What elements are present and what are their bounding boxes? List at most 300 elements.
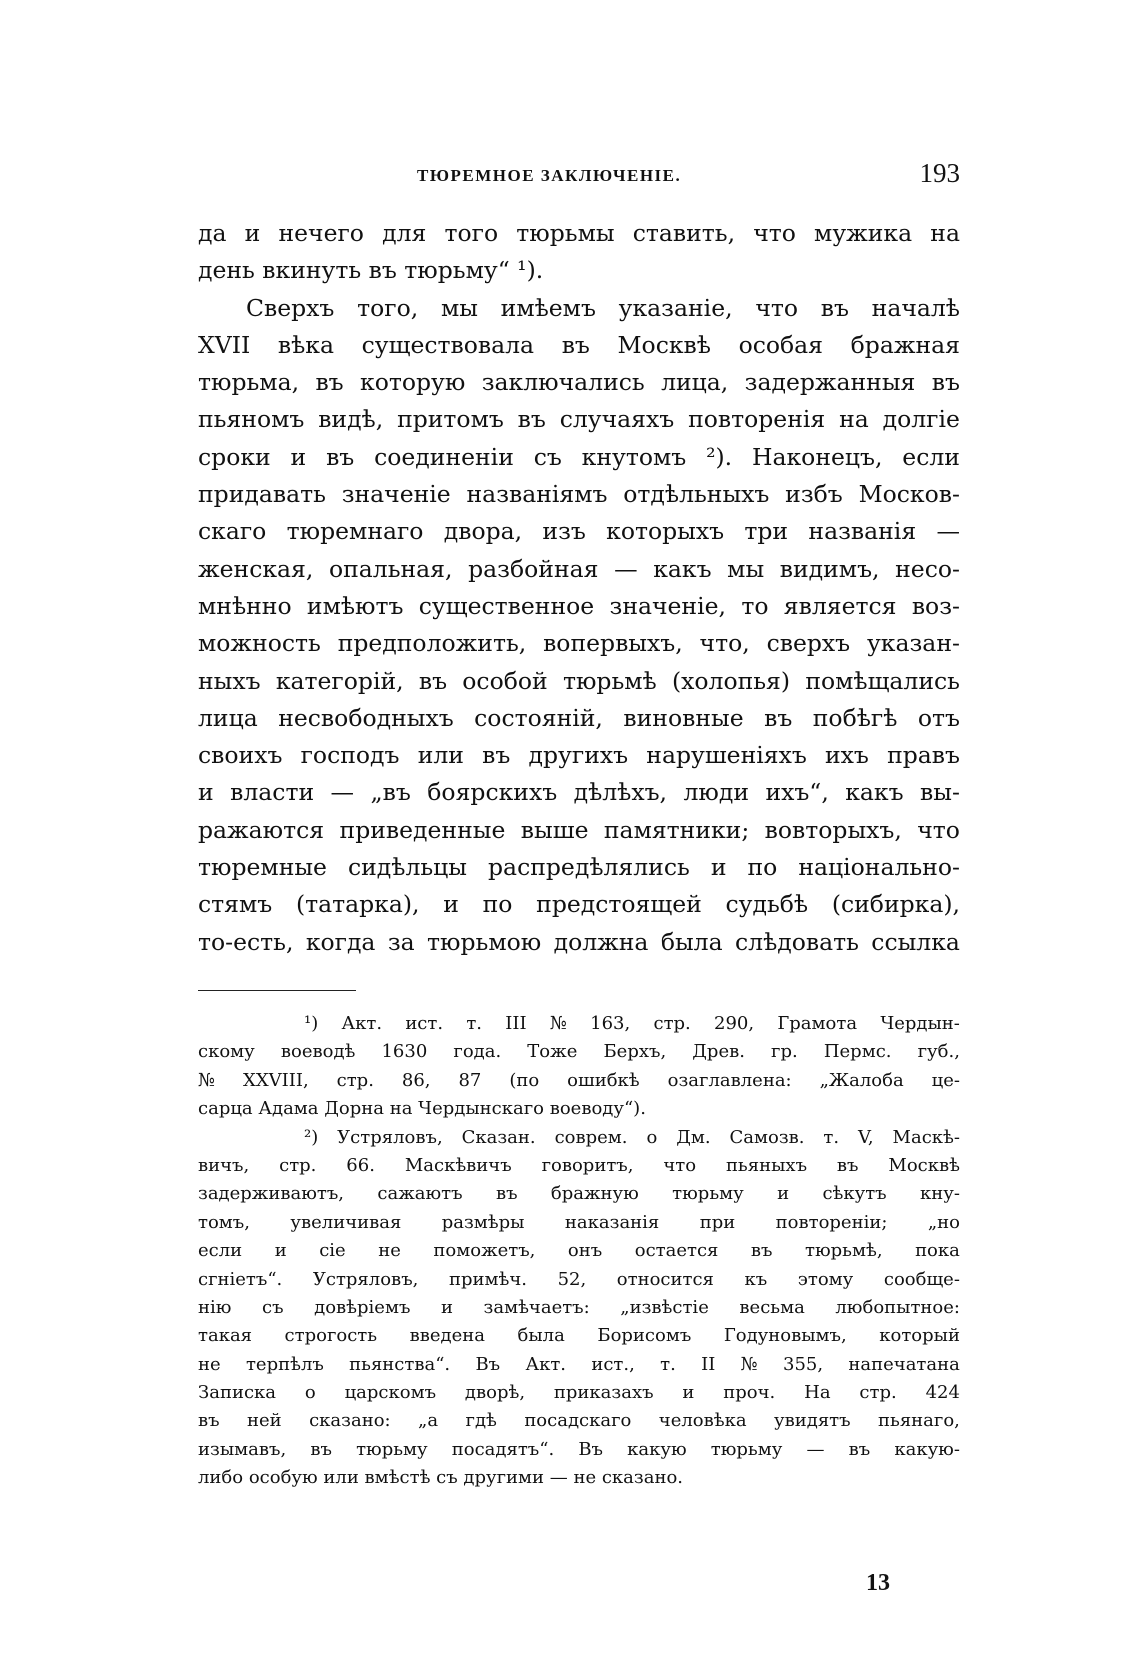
word: изымавъ, (198, 1438, 287, 1460)
word: тюрьмою (427, 927, 542, 956)
word: распредѣлялись (488, 853, 690, 882)
word: названія (808, 517, 917, 546)
word: ошибкѣ (567, 1069, 640, 1091)
word: сообще- (883, 1268, 960, 1290)
word: и (244, 219, 261, 247)
word: видѣ, (318, 405, 384, 434)
word: такая (198, 1325, 253, 1347)
word: на (930, 219, 960, 247)
word: которую (360, 368, 466, 397)
word: относится (616, 1268, 714, 1290)
word: о (646, 1126, 658, 1148)
word: отъ (917, 703, 960, 732)
running-title: ТЮРЕМНОЕ ЗАКЛЮЧЕНІЕ. (417, 166, 682, 185)
word: ¹) (304, 1013, 319, 1034)
word: ²). (706, 442, 733, 471)
word: на (839, 405, 869, 434)
word: вѣка (277, 330, 334, 359)
word: томъ, (198, 1211, 250, 1233)
text-line (198, 364, 960, 401)
word: люди (683, 778, 749, 807)
word: вичъ, (198, 1154, 250, 1176)
word: тюремные (198, 853, 327, 882)
text-line (198, 700, 960, 737)
word: должна (553, 927, 649, 956)
word: въ (836, 1154, 859, 1176)
word: гр. (771, 1041, 798, 1063)
word: III (505, 1013, 527, 1034)
footnote-line (198, 1294, 960, 1322)
word: нечего (278, 219, 364, 247)
footnote-line: сарца Адама Дорна на Чердынскаго воеводу“). (198, 1098, 646, 1120)
word: если (902, 442, 960, 471)
word: ныхъ (198, 666, 261, 695)
word: воеводѣ (280, 1041, 356, 1063)
word: Тоже (527, 1041, 578, 1063)
word: XXVIII, (243, 1069, 309, 1091)
word: Акт. (525, 1353, 567, 1375)
footnote-line (198, 1322, 960, 1350)
word: 66. (346, 1154, 375, 1176)
word: правъ (887, 741, 960, 770)
word: т. (823, 1126, 840, 1148)
word: избъ (785, 480, 843, 509)
word: помѣщались (805, 666, 960, 695)
word: довѣріемъ (314, 1296, 411, 1318)
word: и (274, 1240, 287, 1262)
word: что (917, 815, 960, 844)
word: стр. (279, 1154, 317, 1176)
word: и (440, 1296, 453, 1318)
footnote-line (198, 1266, 960, 1294)
word: разбойная (468, 554, 599, 583)
word: человѣка (658, 1410, 747, 1432)
footnotes (198, 1010, 960, 1493)
word: Наконецъ, (751, 442, 883, 471)
word: въ (326, 442, 355, 471)
word: въ (418, 666, 448, 695)
word: существовала (361, 330, 535, 359)
word: слѣдовать (734, 927, 859, 956)
word: ²) (304, 1126, 319, 1148)
word: значеніе, (609, 591, 726, 620)
word: и (710, 853, 727, 882)
word: „а (418, 1410, 439, 1432)
word: 163, (590, 1013, 631, 1034)
text-line (198, 476, 960, 513)
word: въ (495, 1183, 518, 1205)
word: скаго (198, 517, 267, 546)
word: посадятъ“. (451, 1438, 555, 1460)
word: сѣкутъ (822, 1183, 887, 1205)
word: Маскѣвичъ (404, 1154, 512, 1176)
word: этому (797, 1268, 854, 1290)
word: задерживаютъ, (198, 1183, 345, 1205)
word: „въ (370, 778, 411, 807)
word: увеличивая (290, 1211, 402, 1233)
word: (по (509, 1069, 540, 1091)
word: дѣлѣхъ, (573, 778, 668, 807)
footnote-line (198, 1436, 960, 1464)
word: если (198, 1240, 243, 1262)
word: указан- (866, 629, 960, 658)
word: имѣемъ (500, 293, 596, 322)
word: названіямъ (466, 480, 608, 509)
word: кну- (919, 1183, 960, 1205)
word: особой (462, 666, 548, 695)
word: Устряловъ, (337, 1126, 443, 1148)
footnote-line (198, 1237, 960, 1265)
word: пьяныхъ (725, 1154, 808, 1176)
footnote-line (198, 1351, 960, 1379)
word: (татарка), (295, 890, 420, 919)
word: мнѣнно (198, 591, 292, 620)
word: Грамота (777, 1013, 858, 1034)
word: въ (848, 1438, 871, 1460)
word: пьянства“. (349, 1353, 451, 1375)
text-line (198, 588, 960, 625)
word: притомъ (397, 405, 504, 434)
word: ист. (405, 1013, 444, 1034)
word: ней (247, 1410, 282, 1432)
word: царскомъ (344, 1382, 437, 1404)
word: тюремнаго (286, 517, 424, 546)
word: любопытное: (835, 1296, 960, 1318)
word: по (747, 853, 778, 882)
word: была (517, 1325, 565, 1347)
word: лица (198, 703, 258, 732)
word: виновные (623, 703, 744, 732)
word: II (701, 1353, 716, 1375)
word: онъ (567, 1240, 603, 1262)
word: въ (517, 405, 546, 434)
word: стямъ (198, 890, 273, 919)
word: въ (482, 741, 511, 770)
text-line (198, 625, 960, 662)
word: какъ (653, 554, 712, 583)
word: и (682, 1382, 695, 1404)
word: соединеніи (374, 442, 514, 471)
footnote-line (198, 1180, 960, 1208)
word: тюрьма, (198, 368, 300, 397)
word: ихъ“, (765, 778, 829, 807)
word: „но (927, 1211, 960, 1233)
word: сверхъ (766, 629, 851, 658)
word: Москов- (858, 480, 960, 509)
word: сроки (198, 442, 271, 471)
word: нію (198, 1296, 232, 1318)
word: № (549, 1013, 567, 1034)
word: ист., (591, 1353, 635, 1375)
word: вопервыхъ, (543, 629, 683, 658)
text-line (198, 812, 960, 849)
word: тюрьму (672, 1183, 744, 1205)
footnote-line (198, 1010, 960, 1038)
word: нарушеніяхъ (646, 741, 807, 770)
word: особая (738, 330, 824, 359)
word: въ (561, 330, 590, 359)
word: замѣчаетъ: (483, 1296, 590, 1318)
word: напечатана (848, 1353, 960, 1375)
word: — (330, 778, 355, 807)
word: когда (305, 927, 376, 956)
word: сидѣльцы (347, 853, 467, 882)
word: за (387, 927, 415, 956)
word: посадскаго (524, 1410, 632, 1432)
word: своихъ (198, 741, 283, 770)
footnote-separator (198, 990, 356, 991)
word: губ., (917, 1041, 960, 1063)
text-line (198, 663, 960, 700)
text-line (198, 215, 960, 252)
word: лица, (661, 368, 729, 397)
word: для (382, 219, 427, 247)
word: 424 (925, 1382, 960, 1404)
word: проч. (723, 1382, 776, 1404)
word: въ (931, 368, 960, 397)
word: что (755, 293, 798, 322)
word: стр. (653, 1013, 691, 1034)
word: скому (198, 1041, 255, 1063)
word: три (744, 517, 789, 546)
word: другихъ (528, 741, 629, 770)
word: весьма (739, 1296, 805, 1318)
footnote-line (198, 1124, 960, 1152)
word: съ (262, 1296, 284, 1318)
word: примѣч. (448, 1268, 527, 1290)
word: которыхъ (606, 517, 725, 546)
word: и (290, 442, 307, 471)
word: сажаютъ (377, 1183, 463, 1205)
word: размѣры (441, 1211, 525, 1233)
word: ражаются (198, 815, 325, 844)
footnote-line (198, 1067, 960, 1095)
word: что (663, 1154, 697, 1176)
word: 355, (783, 1353, 824, 1375)
word: къ (744, 1268, 768, 1290)
word: введена (409, 1325, 485, 1347)
main-text (198, 215, 960, 961)
word: приведенные (339, 815, 506, 844)
word: (холопья) (671, 666, 791, 695)
word: власти (230, 778, 315, 807)
text-line (198, 290, 960, 327)
word: т. (466, 1013, 483, 1034)
word: повтореніи; (775, 1211, 888, 1233)
word: опальная, (328, 554, 453, 583)
word: какую (627, 1438, 687, 1460)
word: — (806, 1438, 825, 1460)
word: вовторыхъ, (764, 815, 902, 844)
word: что (753, 219, 796, 247)
text-line (198, 327, 960, 364)
word: задержанныя (744, 368, 916, 397)
word: въ (750, 1240, 773, 1262)
word: „Жалоба (819, 1069, 904, 1091)
word: (сибирка), (831, 890, 960, 919)
word: памятники; (603, 815, 750, 844)
word: Москвѣ (617, 330, 711, 359)
word: тюрьмы (516, 219, 615, 247)
word: мужика (814, 219, 913, 247)
word: № (198, 1069, 216, 1091)
word: наказанія (564, 1211, 660, 1233)
page-number: 193 (919, 158, 960, 188)
word: стр. (336, 1069, 374, 1091)
word: въ (764, 703, 793, 732)
word: по (482, 890, 513, 919)
word: двора, (443, 517, 523, 546)
word: озаглавлена: (667, 1069, 792, 1091)
footnote-line (198, 1407, 960, 1435)
word: сгніетъ“. (198, 1268, 283, 1290)
word: предположить, (337, 629, 527, 658)
word: то (741, 591, 769, 620)
word: увидятъ (774, 1410, 851, 1432)
word: или (417, 741, 464, 770)
word: „извѣстіе (620, 1296, 709, 1318)
word: дворѣ, (464, 1382, 526, 1404)
word: который (879, 1325, 960, 1347)
word: придавать (198, 480, 326, 509)
word: ихъ (825, 741, 869, 770)
word: це- (931, 1069, 960, 1091)
word: остается (634, 1240, 719, 1262)
word: боярскихъ (427, 778, 558, 807)
word: мы (727, 554, 765, 583)
word: соврем. (554, 1126, 628, 1148)
word: пока (915, 1240, 960, 1262)
word: и (443, 890, 459, 919)
word: является (783, 591, 897, 620)
word: сказано: (309, 1410, 391, 1432)
word: 290, (714, 1013, 755, 1034)
word: 1630 (381, 1041, 428, 1063)
word: повторенія (688, 405, 826, 434)
word: № (740, 1353, 758, 1375)
word: въ (198, 1410, 220, 1432)
word: и (777, 1183, 790, 1205)
text-line (198, 886, 960, 923)
word: кнутомъ (581, 442, 687, 471)
word: женская, (198, 554, 314, 583)
word: изъ (542, 517, 586, 546)
word: то-есть, (198, 927, 294, 956)
word: національно- (798, 853, 960, 882)
word: не (378, 1240, 401, 1262)
word: того (444, 219, 499, 247)
word: На (804, 1382, 831, 1404)
word: Москвѣ (888, 1154, 960, 1176)
word: Годуновымъ, (723, 1325, 847, 1347)
footnote-line: либо особую или вмѣстѣ съ другими — не сказано. (198, 1467, 684, 1489)
word: въ (315, 368, 344, 397)
word: сіе (319, 1240, 346, 1262)
word: пьяномъ (198, 405, 305, 434)
word: Записка (198, 1382, 277, 1404)
text-line (198, 551, 960, 588)
word: какъ (845, 778, 904, 807)
text-line (198, 513, 960, 550)
word: гдѣ (465, 1410, 497, 1432)
word: Древ. (692, 1041, 745, 1063)
word: Берхъ, (603, 1041, 667, 1063)
text-line: день вкинуть въ тюрьму“ ¹). (198, 256, 544, 285)
word: Дм. (676, 1126, 711, 1148)
word: вы- (920, 778, 960, 807)
word: строгость (284, 1325, 378, 1347)
word: и (198, 778, 214, 807)
word: при (699, 1211, 736, 1233)
word: выше (520, 815, 589, 844)
word: 52, (557, 1268, 587, 1290)
word: Устряловъ, (312, 1268, 419, 1290)
word: господъ (300, 741, 400, 770)
word: стр. (859, 1382, 897, 1404)
word: была (660, 927, 723, 956)
word: заключались (481, 368, 645, 397)
word: XVII (198, 330, 251, 359)
word: съ (533, 442, 562, 471)
text-line (198, 439, 960, 476)
word: бражную (550, 1183, 639, 1205)
word: 86, (401, 1069, 431, 1091)
word: 87 (458, 1069, 482, 1091)
word: говоритъ, (541, 1154, 634, 1176)
word: тюрьму (356, 1438, 428, 1460)
word: о (304, 1382, 316, 1404)
word: существенное (418, 591, 595, 620)
text-line (198, 849, 960, 886)
word: Самозв. (729, 1126, 805, 1148)
word: — (614, 554, 638, 583)
word: значеніе (341, 480, 451, 509)
word: Въ (578, 1438, 603, 1460)
word: Акт. (341, 1013, 383, 1034)
word: Сказан. (461, 1126, 536, 1148)
word: категорій, (275, 666, 404, 695)
word: ссылка (871, 927, 960, 956)
signature-mark: 13 (866, 1570, 890, 1596)
word: Чердын- (880, 1013, 960, 1034)
word: Сверхъ (246, 293, 335, 322)
word: видимъ, (779, 554, 880, 583)
word: судьбѣ (725, 890, 809, 919)
word: состояній, (474, 703, 603, 732)
word: Борисомъ (597, 1325, 692, 1347)
word: пьянаго, (878, 1410, 960, 1432)
word: Пермс. (823, 1041, 892, 1063)
word: какую- (894, 1438, 960, 1460)
word: года. (453, 1041, 502, 1063)
word: того, (357, 293, 419, 322)
word: Въ (475, 1353, 501, 1375)
word: не (198, 1353, 221, 1375)
word: указаніе, (618, 293, 733, 322)
word: ставить, (632, 219, 736, 247)
footnote-line (198, 1038, 960, 1066)
word: поможетъ, (433, 1240, 536, 1262)
page-header (195, 158, 960, 194)
word: несо- (895, 554, 960, 583)
word: имѣютъ (306, 591, 404, 620)
word: долгіе (882, 405, 960, 434)
word: т. (660, 1353, 676, 1375)
text-line (198, 737, 960, 774)
word: тюрьмѣ (562, 666, 657, 695)
word: мы (440, 293, 478, 322)
word: терпѣлъ (245, 1353, 324, 1375)
